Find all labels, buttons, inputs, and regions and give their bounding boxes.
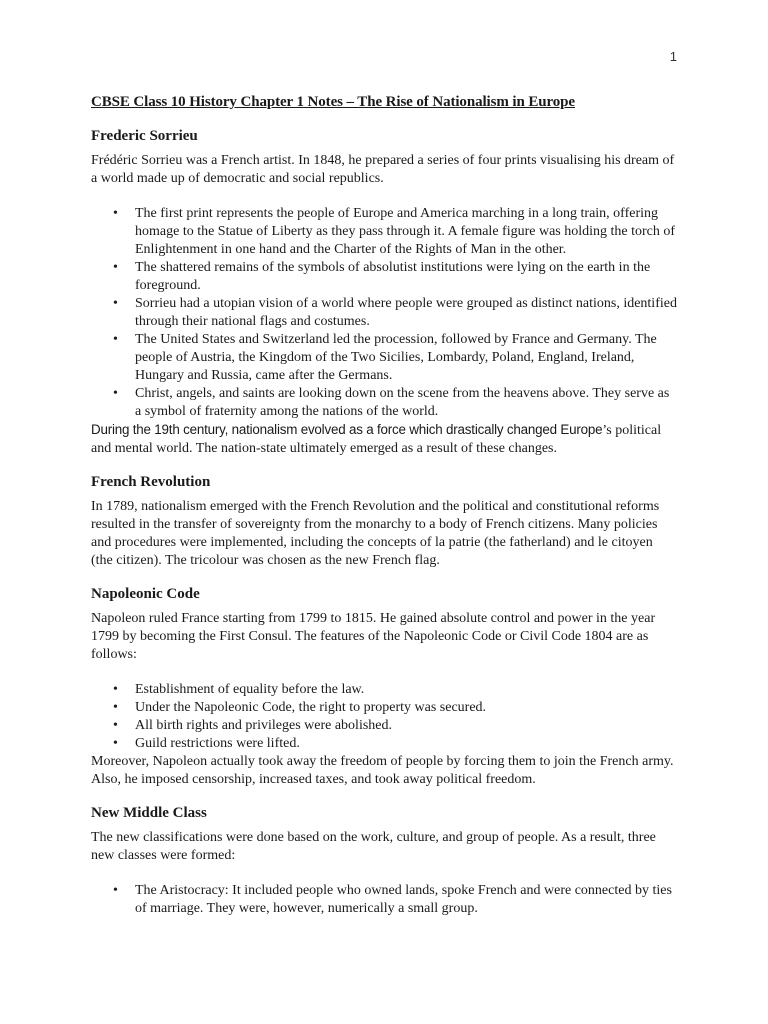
section-intro: The new classifications were done based on the work, culture, and group of people. As a result, three new classes were formed: [91,830,656,863]
list-item: • The Aristocracy: It included people who owned lands, spoke French and were connected by ties of marriage. They were, however, numerically a small group. [91,882,677,918]
list-item: • The United States and Switzerland led the procession, followed by France and Germany. The people of Austria, the Kingdom of the Two Sicilies, Lombardy, Poland, England, Ireland, Hungary and Russia, came after the Germans. [91,331,677,385]
list-item: • The shattered remains of the symbols of absolutist institutions were lying on the earth in the foreground. [91,259,677,295]
list-item: • The first print represents the people of Europe and America marching in a long train, offering homage to the Statue of Liberty as they pass through it. A female figure was holding the torch of Enlightenment in one hand and the Charter of the Rights of Man in the other. [91,205,677,259]
list-item: • Establishment of equality before the law. [91,681,677,699]
section-new-middle-class [91,804,677,918]
list-item: • Under the Napoleonic Code, the right to property was secured. [91,699,677,717]
section-closing [91,421,677,458]
list-item: • Sorrieu had a utopian vision of a world where people were grouped as distinct nations, identified through their national flags and costumes. [91,295,677,331]
section-body: In 1789, nationalism emerged with the French Revolution and the political and constitutional reforms resulted in the transfer of sovereignty from the monarchy to a body of French citizens. Many policies and procedures were implemented, including the concepts of la patrie (the fatherland) and le citoyen (the citizen). The tricolour was chosen as the new French flag. [91,499,660,568]
section-frederic-sorrieu [91,127,677,458]
closing-text-alt-font: During the 19th century, nationalism evolved as a force which drastically changed Europe [91,422,603,437]
section-heading: New Middle Class [91,805,207,821]
bullet-list [91,882,677,918]
document-title: CBSE Class 10 History Chapter 1 Notes – The Rise of Nationalism in Europe [91,94,575,110]
closing-text: ’s political and mental world. The nation-state ultimately emerged as a result of these changes. [91,423,662,456]
section-intro: Napoleon ruled France starting from 1799 to 1815. He gained absolute control and power in the year 1799 by becoming the First Consul. The features of the Napoleonic Code or Civil Code 1804 are as follows: [91,611,656,662]
section-napoleonic-code [91,585,677,789]
bullet-list [91,205,677,421]
list-item: • Christ, angels, and saints are looking down on the scene from the heavens above. They serve as a symbol of fraternity among the nations of the world. [91,385,677,421]
page-number: 1 [669,49,677,64]
section-heading: Frederic Sorrieu [91,128,198,144]
section-heading: French Revolution [91,474,211,490]
list-item: • All birth rights and privileges were abolished. [91,717,677,735]
section-french-revolution [91,473,677,570]
section-intro: Frédéric Sorrieu was a French artist. In 1848, he prepared a series of four prints visualising his dream of a world made up of democratic and social republics. [91,153,675,186]
section-closing: Moreover, Napoleon actually took away the freedom of people by forcing them to join the French army. Also, he imposed censorship, increased taxes, and took away political freedom. [91,754,674,787]
document-body [91,92,677,918]
section-heading: Napoleonic Code [91,586,200,602]
list-item: • Guild restrictions were lifted. [91,735,677,753]
bullet-list [91,681,677,753]
